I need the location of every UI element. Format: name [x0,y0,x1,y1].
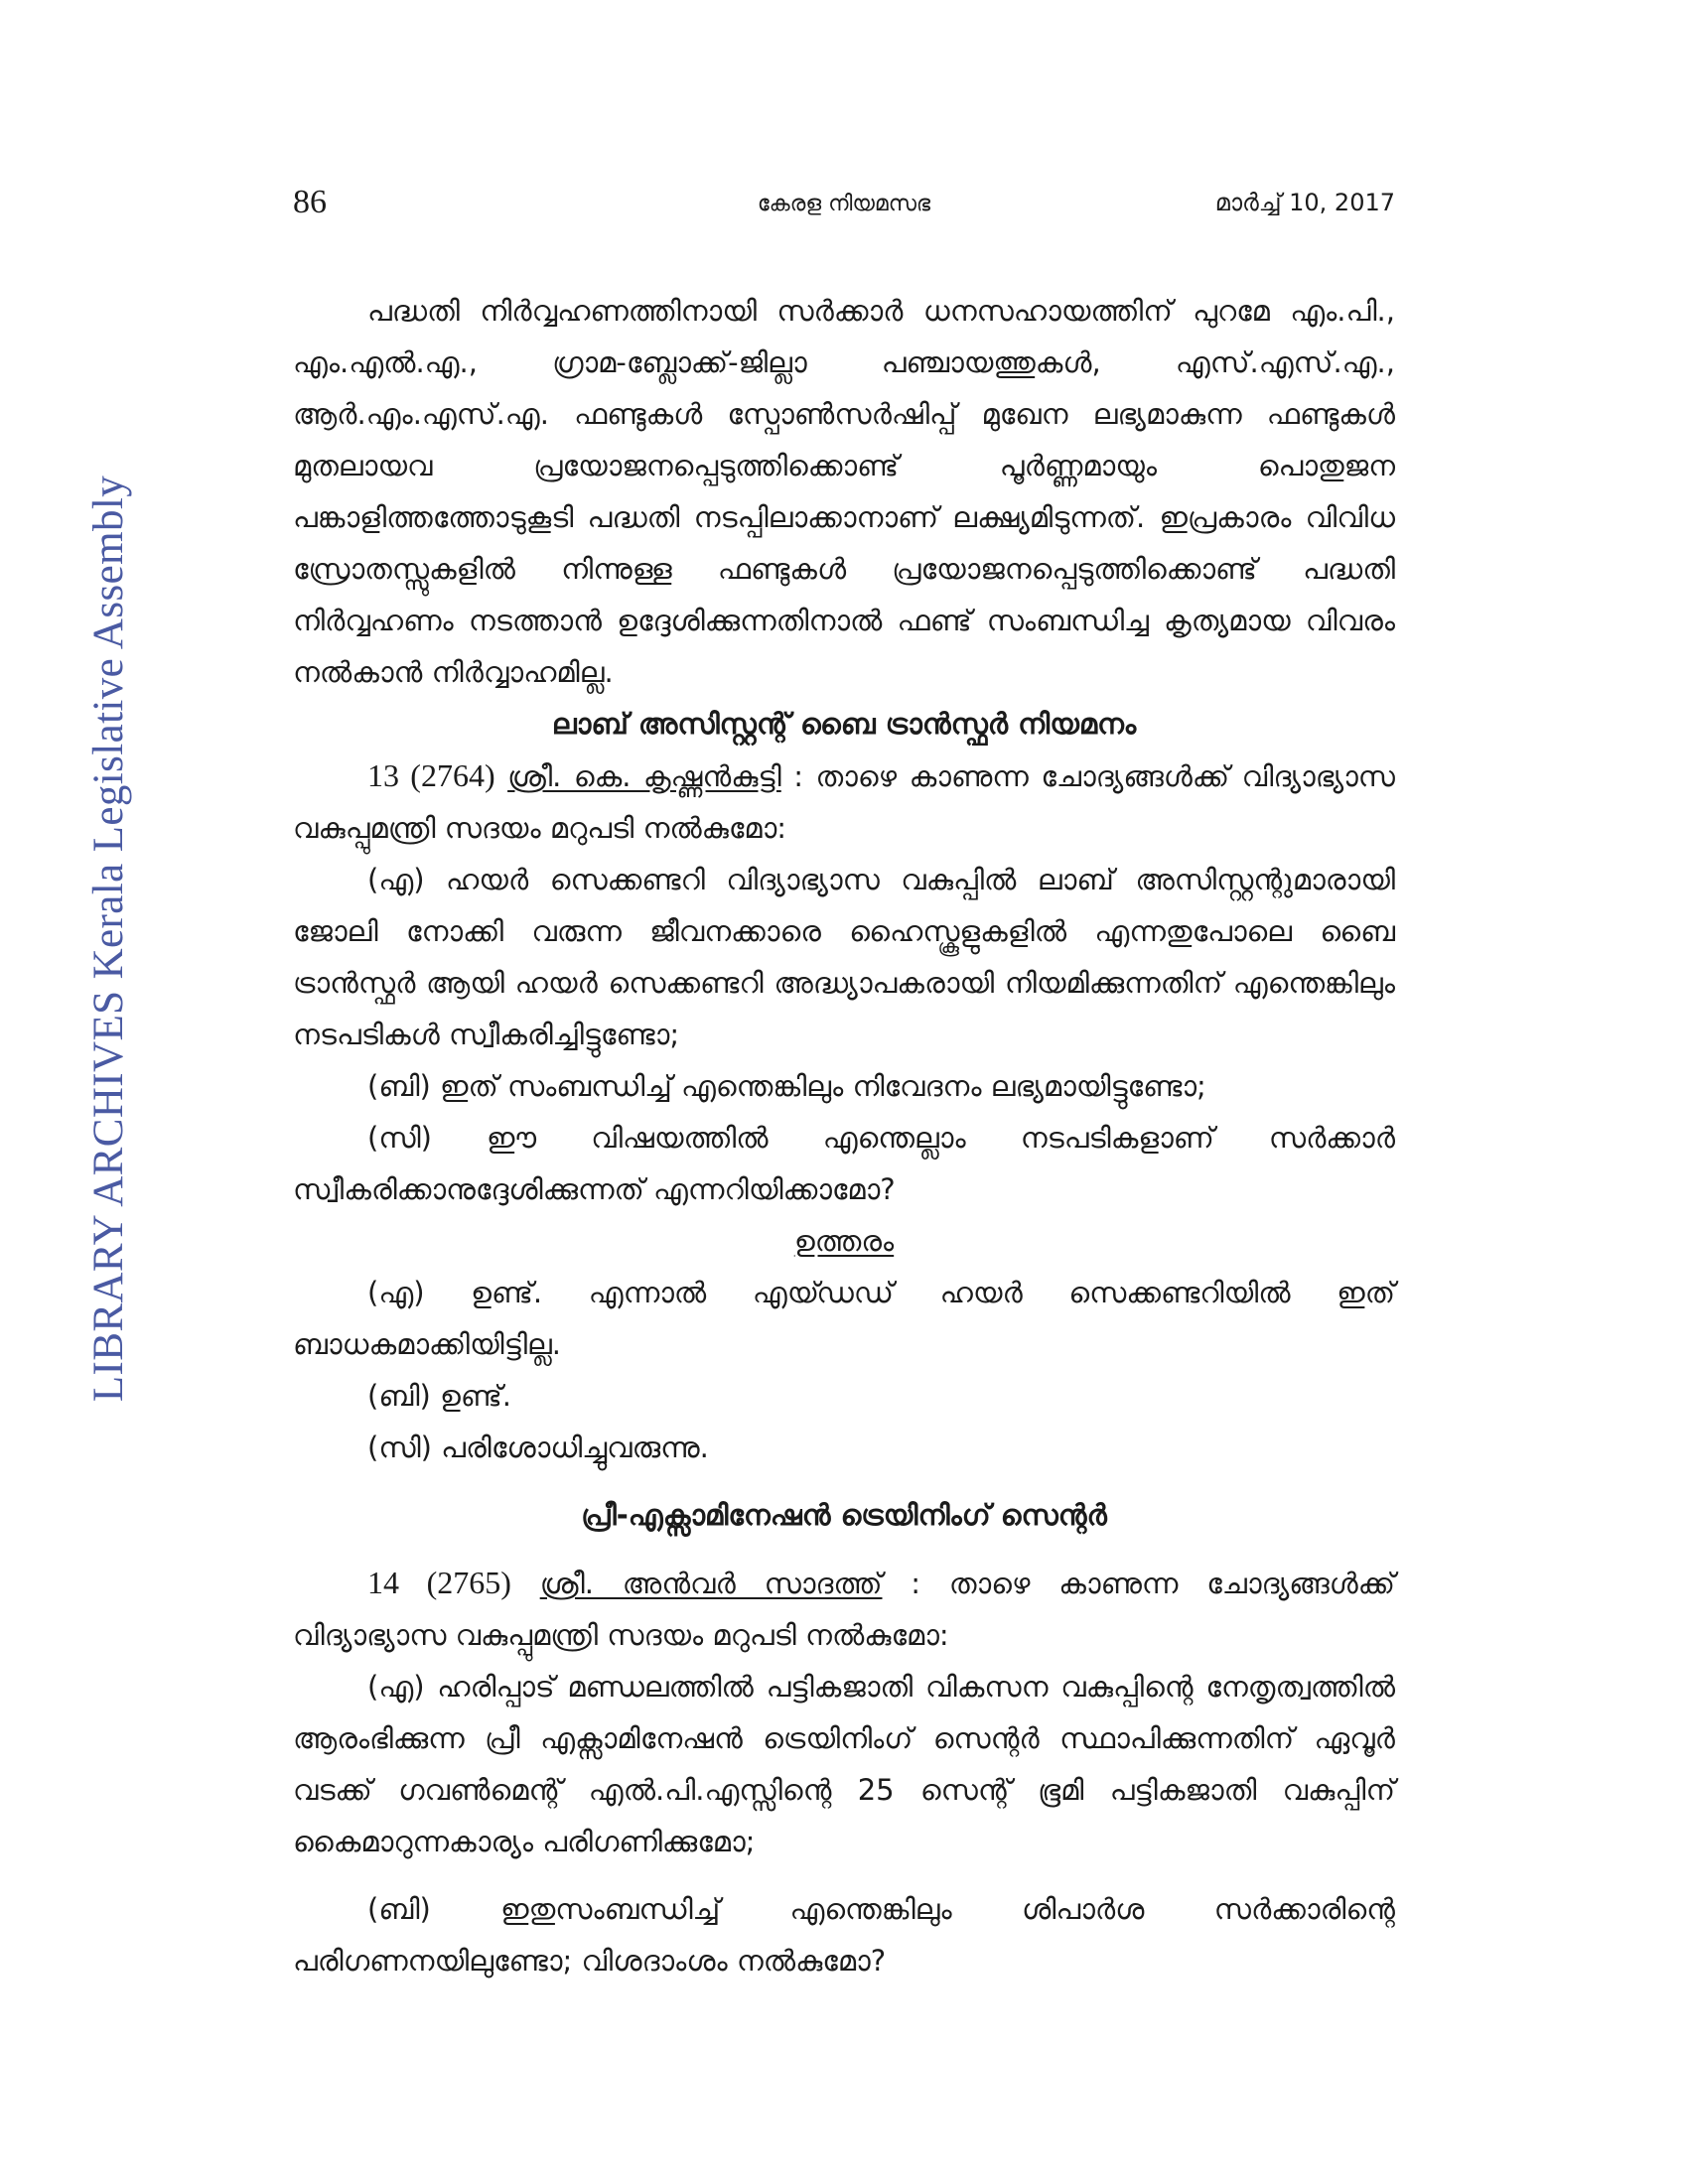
section-13-question-intro [293,750,1395,854]
page-header [293,184,1395,243]
section-14-number: 14 (2765) [367,1565,511,1600]
section-spacer [293,1473,1395,1489]
header-title: കേരള നിയമസഭ [757,192,931,216]
section-13-answer-title: ഉത്തരം [793,1224,895,1258]
section-13-answer-b: (ബി) ഉണ്ട്. [367,1379,512,1413]
section-13-question-a: (എ) ഹയർ സെക്കണ്ടറി വിദ്യാഭ്യാസ വകുപ്പിൽ ലാബ് അസിസ്റ്റന്റുമാരായി ജോലി നോക്കി വരുന്ന ജീവനക്കാരെ ഹൈസ്കൂളുകളിൽ എന്നതുപോലെ ബൈ ട്രാൻസ്ഫർ ആയി ഹയർ സെക്കണ്ടറി അദ്ധ്യാപകരായി നിയമിക്കുന്നതിന് എന്തെങ്കിലും നടപടികൾ സ്വീകരിച്ചിട്ടുണ്ടോ; [293,863,1395,1051]
library-archives-watermark [74,313,144,1564]
section-14-question-a: (എ) ഹരിപ്പാട് മണ്ഡലത്തിൽ പട്ടികജാതി വികസന വകുപ്പിന്റെ നേതൃത്വത്തിൽ ആരംഭിക്കുന്ന പ്രീ എക്സാമിനേഷൻ ട്രെയിനിംഗ് സെന്റർ സ്ഥാപിക്കുന്നതിന് ഏവൂർ വടക്ക് ഗവൺമെന്റ് എൽ.പി.എസ്സിന്റെ 25 സെന്റ് ഭൂമി പട്ടികജാതി വകുപ്പിന് കൈമാറുന്നകാര്യം പരിഗണിക്കുമോ; [293,1670,1395,1858]
section-13-heading: ലാബ് അസിസ്റ്റന്റ് ബൈ ട്രാൻസ്ഫർ നിയമനം [551,707,1137,741]
section-13-member: ശ്രീ. കെ. കൃഷ്ണൻകുട്ടി [507,759,781,793]
section-spacer [293,1541,1395,1557]
document-body [293,285,1395,1986]
section-14-question-b: (ബി) ഇതുസംബന്ധിച്ച് എന്തെങ്കിലും ശിപാർശ സർക്കാരിന്റെ പരിഗണനയിലുണ്ടോ; വിശദാംശം നൽകുമോ? [293,1892,1395,1978]
section-13-question-b: (ബി) ഇത് സംബന്ധിച്ച് എന്തെങ്കിലും നിവേദനം ലഭ്യമായിട്ടുണ്ടോ; [367,1069,1206,1103]
section-14-question-intro [293,1557,1395,1661]
section-spacer [293,1867,1395,1883]
section-13-answer-a: (എ) ഉണ്ട്. എന്നാൽ എയ്ഡഡ് ഹയർ സെക്കണ്ടറിയിൽ ഇത് ബാധകമാക്കിയിട്ടില്ല. [293,1276,1395,1361]
header-date: മാർച്ച് 10, 2017 [1214,189,1395,216]
section-13-answer-c: (സി) പരിശോധിച്ചുവരുന്നു. [367,1431,709,1464]
page-number: 86 [293,184,327,220]
section-13-question-c: (സി) ഈ വിഷയത്തിൽ എന്തെല്ലാം നടപടികളാണ് സർക്കാർ സ്വീകരിക്കാനുദ്ദേശിക്കുന്നത് എന്നറിയിക്കാമോ? [293,1121,1395,1206]
section-14-heading: പ്രീ-എക്സാമിനേഷൻ ട്രെയിനിംഗ് സെന്റർ [581,1498,1107,1532]
section-14-question-text: : താഴെ കാണുന്ന ചോദ്യങ്ങൾക്ക് വിദ്യാഭ്യാസ വകുപ്പുമന്ത്രി സദയം മറുപടി നൽകുമോ: [293,1567,1396,1652]
section-14-member: ശ്രീ. അൻവർ സാദത്ത് [539,1567,883,1600]
section-13-number: 13 (2764) [367,757,495,793]
section-13-question-text: : താഴെ കാണുന്ന ചോദ്യങ്ങൾക്ക് വിദ്യാഭ്യാസ വകുപ്പുമന്ത്രി സദയം മറുപടി നൽകുമോ: [293,759,1395,845]
watermark-text: LIBRARY ARCHIVES Kerala Legislative Assembly [85,475,133,1402]
intro-paragraph: പദ്ധതി നിർവ്വഹണത്തിനായി സർക്കാർ ധനസഹായത്തിന് പുറമേ എം.പി., എം.എൽ.എ., ഗ്രാമ-ബ്ലോക്ക്-ജില്ലാ പഞ്ചായത്തുകൾ, എസ്.എസ്.എ., ആർ.എം.എസ്.എ. ഫണ്ടുകൾ സ്പോൺസർഷിപ്പ് മുഖേന ലഭ്യമാകുന്ന ഫണ്ടുകൾ മുതലായവ പ്രയോജനപ്പെടുത്തിക്കൊണ്ട് പൂർണ്ണമായും പൊതുജന പങ്കാളിത്തത്തോടുകൂടി പദ്ധതി നടപ്പിലാക്കാനാണ് ലക്ഷ്യമിടുന്നത്. ഇപ്രകാരം വിവിധ സ്രോതസ്സുകളിൽ നിന്നുള്ള ഫണ്ടുകൾ പ്രയോജനപ്പെടുത്തിക്കൊണ്ട് പദ്ധതി നിർവ്വഹണം നടത്താൻ ഉദ്ദേശിക്കുന്നതിനാൽ ഫണ്ട് സംബന്ധിച്ച കൃത്യമായ വിവരം നൽകാൻ നിർവ്വാഹമില്ല. [293,294,1395,689]
